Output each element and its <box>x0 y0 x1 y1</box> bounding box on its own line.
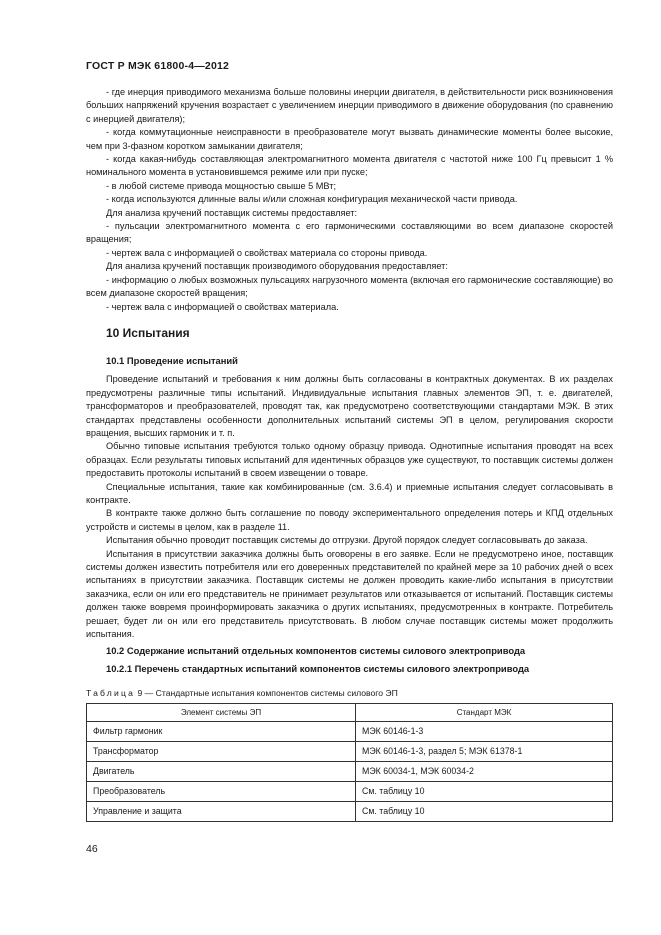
table-row <box>87 762 613 782</box>
table-cell: МЭК 60146-1-3, раздел 5; МЭК 61378-1 <box>356 742 613 762</box>
table-header-cell: Элемент системы ЭП <box>87 704 356 722</box>
page-number: 46 <box>86 843 98 855</box>
paragraph: Обычно типовые испытания требуются только одному образцу привода. Однотипные испытания проводят на всех образцах. Если результаты типовых испытаний для идентичных образцов уже существуют, то поставщик системы должен предоставить протоколы испытаний в своем извещении о товаре. <box>86 441 613 479</box>
paragraph: - информацию о любых возможных пульсациях нагрузочного момента (включая его гармонические составляющие) во всем диапазоне скоростей вращения; <box>86 274 613 299</box>
table-cell: МЭК 60146-1-3 <box>356 722 613 742</box>
section-heading: 10 Испытания <box>106 325 190 340</box>
paragraph: - когда используются длинные валы и/или сложная конфигурация механической части привода. <box>106 194 518 205</box>
paragraph: - когда коммутационные неисправности в преобразователе могут вызвать динамические моменты более высокие, чем при 3-фазном коротком замыкании двигателя; <box>86 127 613 151</box>
standards-table <box>86 703 613 822</box>
table-row <box>87 742 613 762</box>
paragraph: - чертеж вала с информацией о свойствах материала со стороны привода. <box>106 247 428 258</box>
table-caption-text: 9 — Стандартные испытания компонентов системы силового ЭП <box>135 688 398 699</box>
document-header: ГОСТ Р МЭК 61800-4—2012 <box>86 60 230 72</box>
subsubsection-heading: 10.2.1 Перечень стандартных испытаний компонентов системы силового электропривода <box>106 662 530 674</box>
table-cell: Двигатель <box>87 762 356 782</box>
table-cell: Фильтр гармоник <box>87 722 356 742</box>
table-cell: Трансформатор <box>87 742 356 762</box>
table-cell: См. таблицу 10 <box>356 802 613 822</box>
paragraph: Проведение испытаний и требования к ним должны быть согласованы в контрактных документах. В их разделах предусмотрены различные типы испытаний. Индивидуальные испытания главных элементов ЭП, т. е. двигателей, трансформаторов и преобразователей, проводят так, как предусмотрено соответствующими стандартами МЭК. В этих стандартах представлены особенности дополнительных испытаний системы ЭП в целом, регулирования скорости вращения, высших гармоник и т. п. <box>86 374 613 438</box>
table-header-row <box>87 704 613 722</box>
document-body <box>86 86 613 822</box>
paragraph: - чертеж вала с информацией о свойствах материала. <box>106 301 339 312</box>
table-cell: Преобразователь <box>87 782 356 802</box>
paragraph: - в любой системе привода мощностью свыше 5 МВт; <box>106 180 337 191</box>
paragraph: - где инерция приводимого механизма больше половины инерции двигателя, в действительности риск возникновения больших напряжений кручения возрастает с увеличением инерции приводимого в движение оборудования (по сравнению с инерцией двигателя); <box>86 87 613 124</box>
table-row <box>87 802 613 822</box>
table-header-cell: Стандарт МЭК <box>356 704 613 722</box>
paragraph: Испытания в присутствии заказчика должны быть оговорены в его заявке. Если не предусмотрено иное, поставщик системы должен известить потребителя или его доверенных представителей по крайней мере за 10 рабочих дней о всех испытаниях в присутствии заказчика. Поставщик системы не должен проводить какие-либо испытания в присутствии заказчика, если он или его представитель не принимает результатов или отказывается от испытаний. Поставщик системы должен также вовремя проинформировать заказчика о других испытаниях, предусмотренных в контракте. Потребитель решает, будет ли он или его представитель присутствовать. В любом случае поставщик системы может продолжить испытания. <box>86 548 613 640</box>
subsection-heading: 10.1 Проведение испытаний <box>106 354 238 366</box>
table-caption-label: Таблица <box>86 688 136 699</box>
table-row <box>87 782 613 802</box>
subsection-heading: 10.2 Содержание испытаний отдельных компонентов системы силового электропривода <box>106 645 526 657</box>
paragraph: Для анализа кручений поставщик системы предоставляет: <box>106 207 358 218</box>
paragraph: - пульсации электромагнитного момента с его гармоническими составляющими во всем диапазоне скоростей вращения; <box>86 221 613 245</box>
paragraph: В контракте также должно быть соглашение по поводу экспериментального определения потерь и КПД отдельных устройств и системы в целом, как в разделе 11. <box>86 508 613 532</box>
paragraph: Специальные испытания, такие как комбинированные (см. 3.6.4) и приемные испытания следует согласовывать в контракте. <box>86 481 613 505</box>
paragraph: Для анализа кручений поставщик производимого оборудования предоставляет: <box>106 261 448 272</box>
paragraph: Испытания обычно проводит поставщик системы до отгрузки. Другой порядок следует согласовывать до заказа. <box>106 535 588 546</box>
table-row <box>87 722 613 742</box>
table-cell: МЭК 60034-1, МЭК 60034-2 <box>356 762 613 782</box>
table-cell: См. таблицу 10 <box>356 782 613 802</box>
paragraph: - когда какая-нибудь составляющая электромагнитного момента двигателя с частотой ниже 100 Гц превысит 1 % номинального момента в установившемся режиме или при пуске; <box>86 154 613 178</box>
table-caption <box>86 687 613 699</box>
table-cell: Управление и защита <box>87 802 356 822</box>
